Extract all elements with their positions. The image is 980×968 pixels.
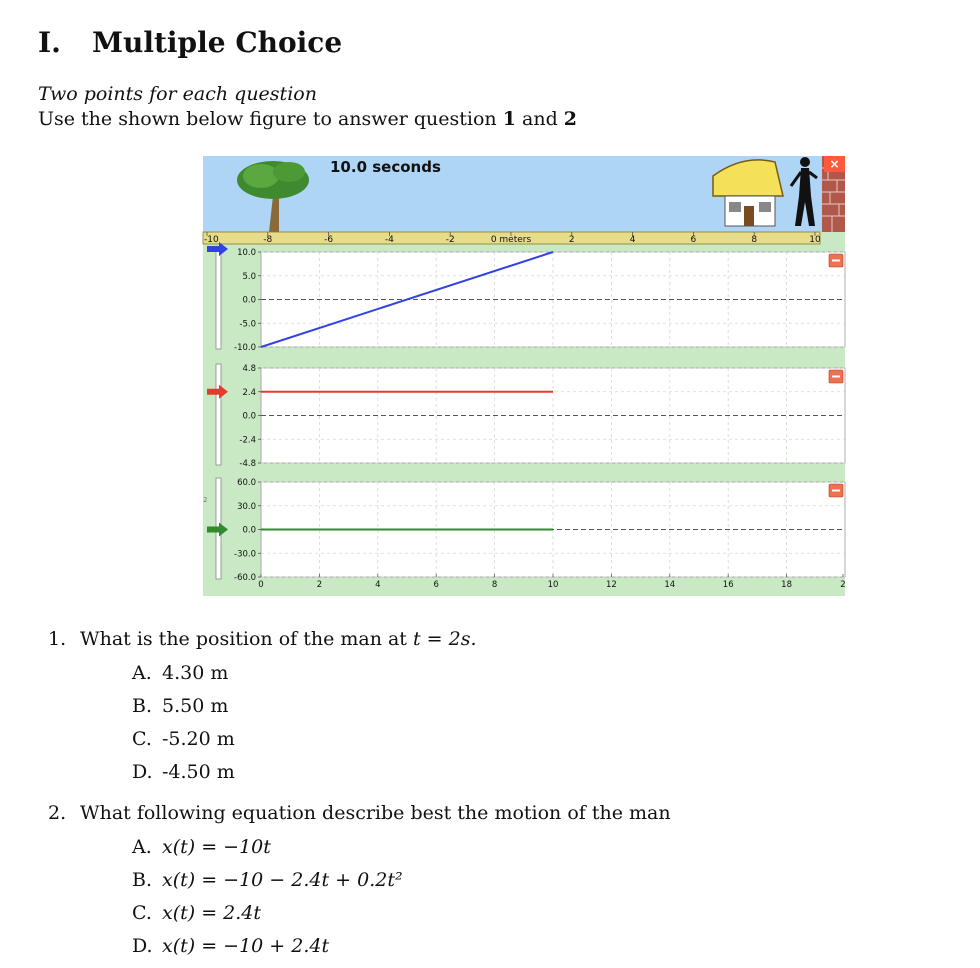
points-note: Two points for each question <box>38 83 317 105</box>
side-label: 2 <box>203 496 208 504</box>
section-heading <box>38 26 342 59</box>
y-tick-label: 4.8 <box>242 364 256 374</box>
ruler-tick-label: 8 <box>751 235 758 245</box>
q1-option-c[interactable] <box>132 728 235 750</box>
moving-man-figure <box>203 156 845 596</box>
y-tick-label: 10.0 <box>237 248 256 258</box>
option-letter: C. <box>132 902 152 924</box>
q2-option-d[interactable] <box>132 935 329 957</box>
graph-panels <box>207 242 846 590</box>
option-letter: B. <box>132 695 153 717</box>
x-tick-label: 0 <box>258 580 264 590</box>
ruler-tick-label: -10 <box>204 235 219 245</box>
x-tick-label: 2 <box>840 580 846 590</box>
ruler-tick-label: 6 <box>690 235 697 245</box>
question-text: What following equation describe best the motion of the man <box>80 802 671 824</box>
y-tick-label: -60.0 <box>234 573 256 583</box>
question-2 <box>48 802 671 824</box>
option-letter: A. <box>132 662 152 684</box>
option-letter: B. <box>132 869 153 891</box>
y-tick-label: 2.4 <box>242 387 256 398</box>
y-tick-label: 0.0 <box>242 411 256 422</box>
question-math: t = 2s. <box>413 628 477 650</box>
x-tick-label: 4 <box>375 580 381 590</box>
q2-option-a[interactable] <box>132 836 271 858</box>
y-tick-label: -4.8 <box>239 459 256 469</box>
close-icon[interactable]: × <box>829 157 840 171</box>
option-text: x(t) = −10 − 2.4t + 0.2t² <box>162 869 403 891</box>
y-tick-label: 0.0 <box>242 295 256 306</box>
option-text: x(t) = −10 + 2.4t <box>162 935 330 957</box>
slider-track <box>216 248 221 349</box>
option-letter: A. <box>132 836 152 858</box>
option-text: x(t) = −10t <box>162 836 271 858</box>
minimize-icon <box>832 260 840 262</box>
y-tick-label: -30.0 <box>234 549 256 560</box>
section-number: I. <box>38 26 61 59</box>
x-tick-label: 10 <box>547 580 559 590</box>
question-text: What is the position of the man at <box>80 628 407 650</box>
instruction-q2: 2 <box>563 108 578 130</box>
x-tick-label: 14 <box>664 580 676 590</box>
intro <box>38 82 577 132</box>
minimize-icon <box>832 490 840 492</box>
option-letter: D. <box>132 761 153 783</box>
section-title: Multiple Choice <box>92 26 343 59</box>
y-tick-label: -2.4 <box>239 435 256 446</box>
question-number: 1. <box>48 628 67 650</box>
x-tick-label: 6 <box>433 580 439 590</box>
y-tick-label: -5.0 <box>239 319 256 330</box>
q2-option-b[interactable] <box>132 869 403 891</box>
q1-option-a[interactable] <box>132 662 228 684</box>
option-text: 4.30 m <box>162 662 229 684</box>
option-text: -5.20 m <box>162 728 235 750</box>
ruler-tick-label: -8 <box>263 235 273 245</box>
instruction-and: and <box>522 108 558 130</box>
graph-panel-1 <box>207 242 845 353</box>
simulation-svg <box>203 156 845 596</box>
y-tick-label: 60.0 <box>237 478 256 488</box>
minimize-icon <box>832 376 840 378</box>
q1-option-b[interactable] <box>132 695 228 717</box>
ruler-tick-label: 10 <box>809 235 821 245</box>
instruction-text: Use the shown below figure to answer question <box>38 108 497 130</box>
slider-track <box>216 364 221 465</box>
time-label: 10.0 seconds <box>330 158 441 176</box>
ruler-tick-label: -6 <box>324 235 334 245</box>
y-tick-label: -10.0 <box>234 343 256 353</box>
option-text: x(t) = 2.4t <box>162 902 262 924</box>
option-text: -4.50 m <box>162 761 235 783</box>
q1-option-d[interactable] <box>132 761 235 783</box>
ruler-tick-label: -4 <box>384 235 394 245</box>
y-tick-label: 0.0 <box>242 525 256 536</box>
instruction <box>38 107 577 132</box>
q2-option-c[interactable] <box>132 902 261 924</box>
option-letter: D. <box>132 935 153 957</box>
instruction-q1: 1 <box>502 108 516 130</box>
ruler-tick-label: 0 meters <box>490 235 532 245</box>
option-text: 5.50 m <box>162 695 229 717</box>
ruler-tick-label: 4 <box>629 235 636 245</box>
y-tick-label: 5.0 <box>242 271 256 282</box>
x-tick-label: 2 <box>316 580 323 590</box>
y-tick-label: 30.0 <box>237 501 256 512</box>
x-tick-label: 18 <box>781 580 793 590</box>
ruler-tick-label: 2 <box>568 235 575 245</box>
graph-panel-3 <box>207 478 846 590</box>
option-letter: C. <box>132 728 152 750</box>
question-1 <box>48 628 477 650</box>
x-tick-label: 8 <box>491 580 498 590</box>
ruler-tick-label: -2 <box>445 235 455 245</box>
x-tick-label: 16 <box>722 580 734 590</box>
x-tick-label: 12 <box>605 580 617 590</box>
question-number: 2. <box>48 802 67 824</box>
graph-panel-2 <box>207 364 845 469</box>
